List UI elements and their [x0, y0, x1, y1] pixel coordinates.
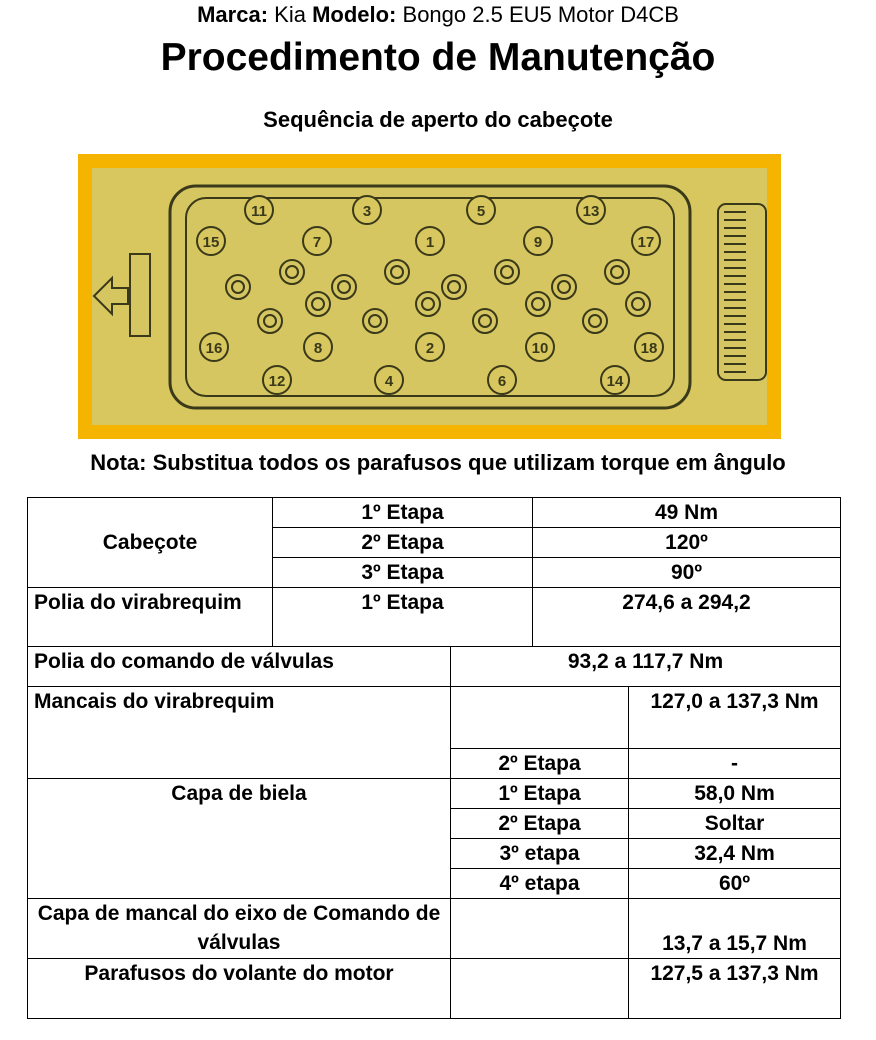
row-label-polia-comando: Polia do comando de válvulas — [28, 647, 451, 687]
value-cell: 127,5 a 137,3 Nm — [629, 959, 841, 1019]
svg-text:7: 7 — [312, 234, 322, 251]
step-cell: 3º Etapa — [273, 558, 533, 588]
value-cell: 58,0 Nm — [629, 779, 841, 809]
step-cell: 1º Etapa — [451, 779, 629, 809]
value-cell: 60º — [629, 869, 841, 899]
svg-text:2: 2 — [425, 340, 435, 357]
step-cell: 3º etapa — [451, 839, 629, 869]
step-cell-empty — [451, 687, 629, 749]
step-cell: 1º Etapa — [273, 588, 533, 647]
bolt-14 — [601, 366, 629, 394]
svg-text:5: 5 — [476, 203, 486, 220]
step-cell: 2º Etapa — [451, 809, 629, 839]
row-label-capa-mancal: Capa de mancal do eixo de Comando de válvulas — [28, 899, 451, 959]
row-label-capa-biela: Capa de biela — [28, 779, 451, 899]
bolt-10 — [526, 333, 554, 361]
table-row — [28, 899, 841, 959]
header-line — [0, 2, 876, 28]
bolt-8 — [304, 333, 332, 361]
value-cell: 90º — [533, 558, 841, 588]
step-cell: 2º Etapa — [273, 528, 533, 558]
bolt-17 — [632, 227, 660, 255]
value-cell: 274,6 a 294,2 — [533, 588, 841, 647]
table-row — [28, 779, 841, 809]
svg-text:8: 8 — [313, 340, 323, 357]
bolt-16 — [200, 333, 228, 361]
bolt-12 — [263, 366, 291, 394]
step-cell: 2º Etapa — [451, 749, 629, 779]
table-row — [28, 959, 841, 1019]
value-cell: 127,0 a 137,3 Nm — [629, 687, 841, 749]
svg-text:15: 15 — [202, 234, 220, 251]
value-cell: 93,2 a 117,7 Nm — [451, 647, 841, 687]
bolt-1 — [416, 227, 444, 255]
value-cell: 49 Nm — [533, 498, 841, 528]
value-cell: 13,7 a 15,7 Nm — [629, 899, 841, 959]
svg-text:12: 12 — [268, 373, 286, 390]
svg-text:9: 9 — [533, 234, 543, 251]
svg-text:18: 18 — [640, 340, 658, 357]
row-label-volante: Parafusos do volante do motor — [28, 959, 451, 1019]
table-row — [28, 687, 841, 749]
bolt-5 — [467, 196, 495, 224]
bolt-15 — [197, 227, 225, 255]
cylinder-head-diagram — [78, 154, 781, 439]
table-row — [28, 588, 841, 647]
svg-text:6: 6 — [497, 373, 507, 390]
model-value: Bongo 2.5 EU5 Motor D4CB — [402, 2, 679, 27]
value-cell: 120º — [533, 528, 841, 558]
svg-text:13: 13 — [582, 203, 600, 220]
page-title: Procedimento de Manutenção — [160, 36, 716, 79]
bolt-18 — [635, 333, 663, 361]
brand-value: Kia — [274, 2, 306, 27]
step-cell: 4º etapa — [451, 869, 629, 899]
svg-text:1: 1 — [425, 234, 435, 251]
svg-text:3: 3 — [362, 203, 372, 220]
note-text: Nota: Substitua todos os parafusos que utilizam torque em ângulo — [90, 450, 786, 475]
bolt-2 — [416, 333, 444, 361]
value-cell: 32,4 Nm — [629, 839, 841, 869]
bolt-11 — [245, 196, 273, 224]
row-label-cabecote: Cabeçote — [28, 498, 273, 588]
bolt-9 — [524, 227, 552, 255]
table-row — [28, 647, 841, 687]
bolt-3 — [353, 196, 381, 224]
svg-text:16: 16 — [205, 340, 223, 357]
step-cell: 1º Etapa — [273, 498, 533, 528]
step-cell-empty — [451, 959, 629, 1019]
page-subtitle: Sequência de aperto do cabeçote — [263, 107, 613, 132]
value-cell: Soltar — [629, 809, 841, 839]
svg-text:10: 10 — [531, 340, 549, 357]
bolt-4 — [375, 366, 403, 394]
svg-text:17: 17 — [637, 234, 655, 251]
bolt-6 — [488, 366, 516, 394]
model-label: Modelo: — [312, 2, 397, 27]
svg-text:14: 14 — [606, 373, 624, 390]
svg-text:11: 11 — [251, 203, 267, 220]
brand-label: Marca: — [197, 2, 269, 27]
torque-table — [27, 497, 841, 1019]
row-label-mancais: Mancais do virabrequim — [28, 687, 451, 779]
step-cell-empty — [451, 899, 629, 959]
value-cell: - — [629, 749, 841, 779]
bolt-13 — [577, 196, 605, 224]
bolt-7 — [303, 227, 331, 255]
svg-text:4: 4 — [384, 373, 394, 390]
table-row — [28, 498, 841, 528]
row-label-polia-vira: Polia do virabrequim — [28, 588, 273, 647]
